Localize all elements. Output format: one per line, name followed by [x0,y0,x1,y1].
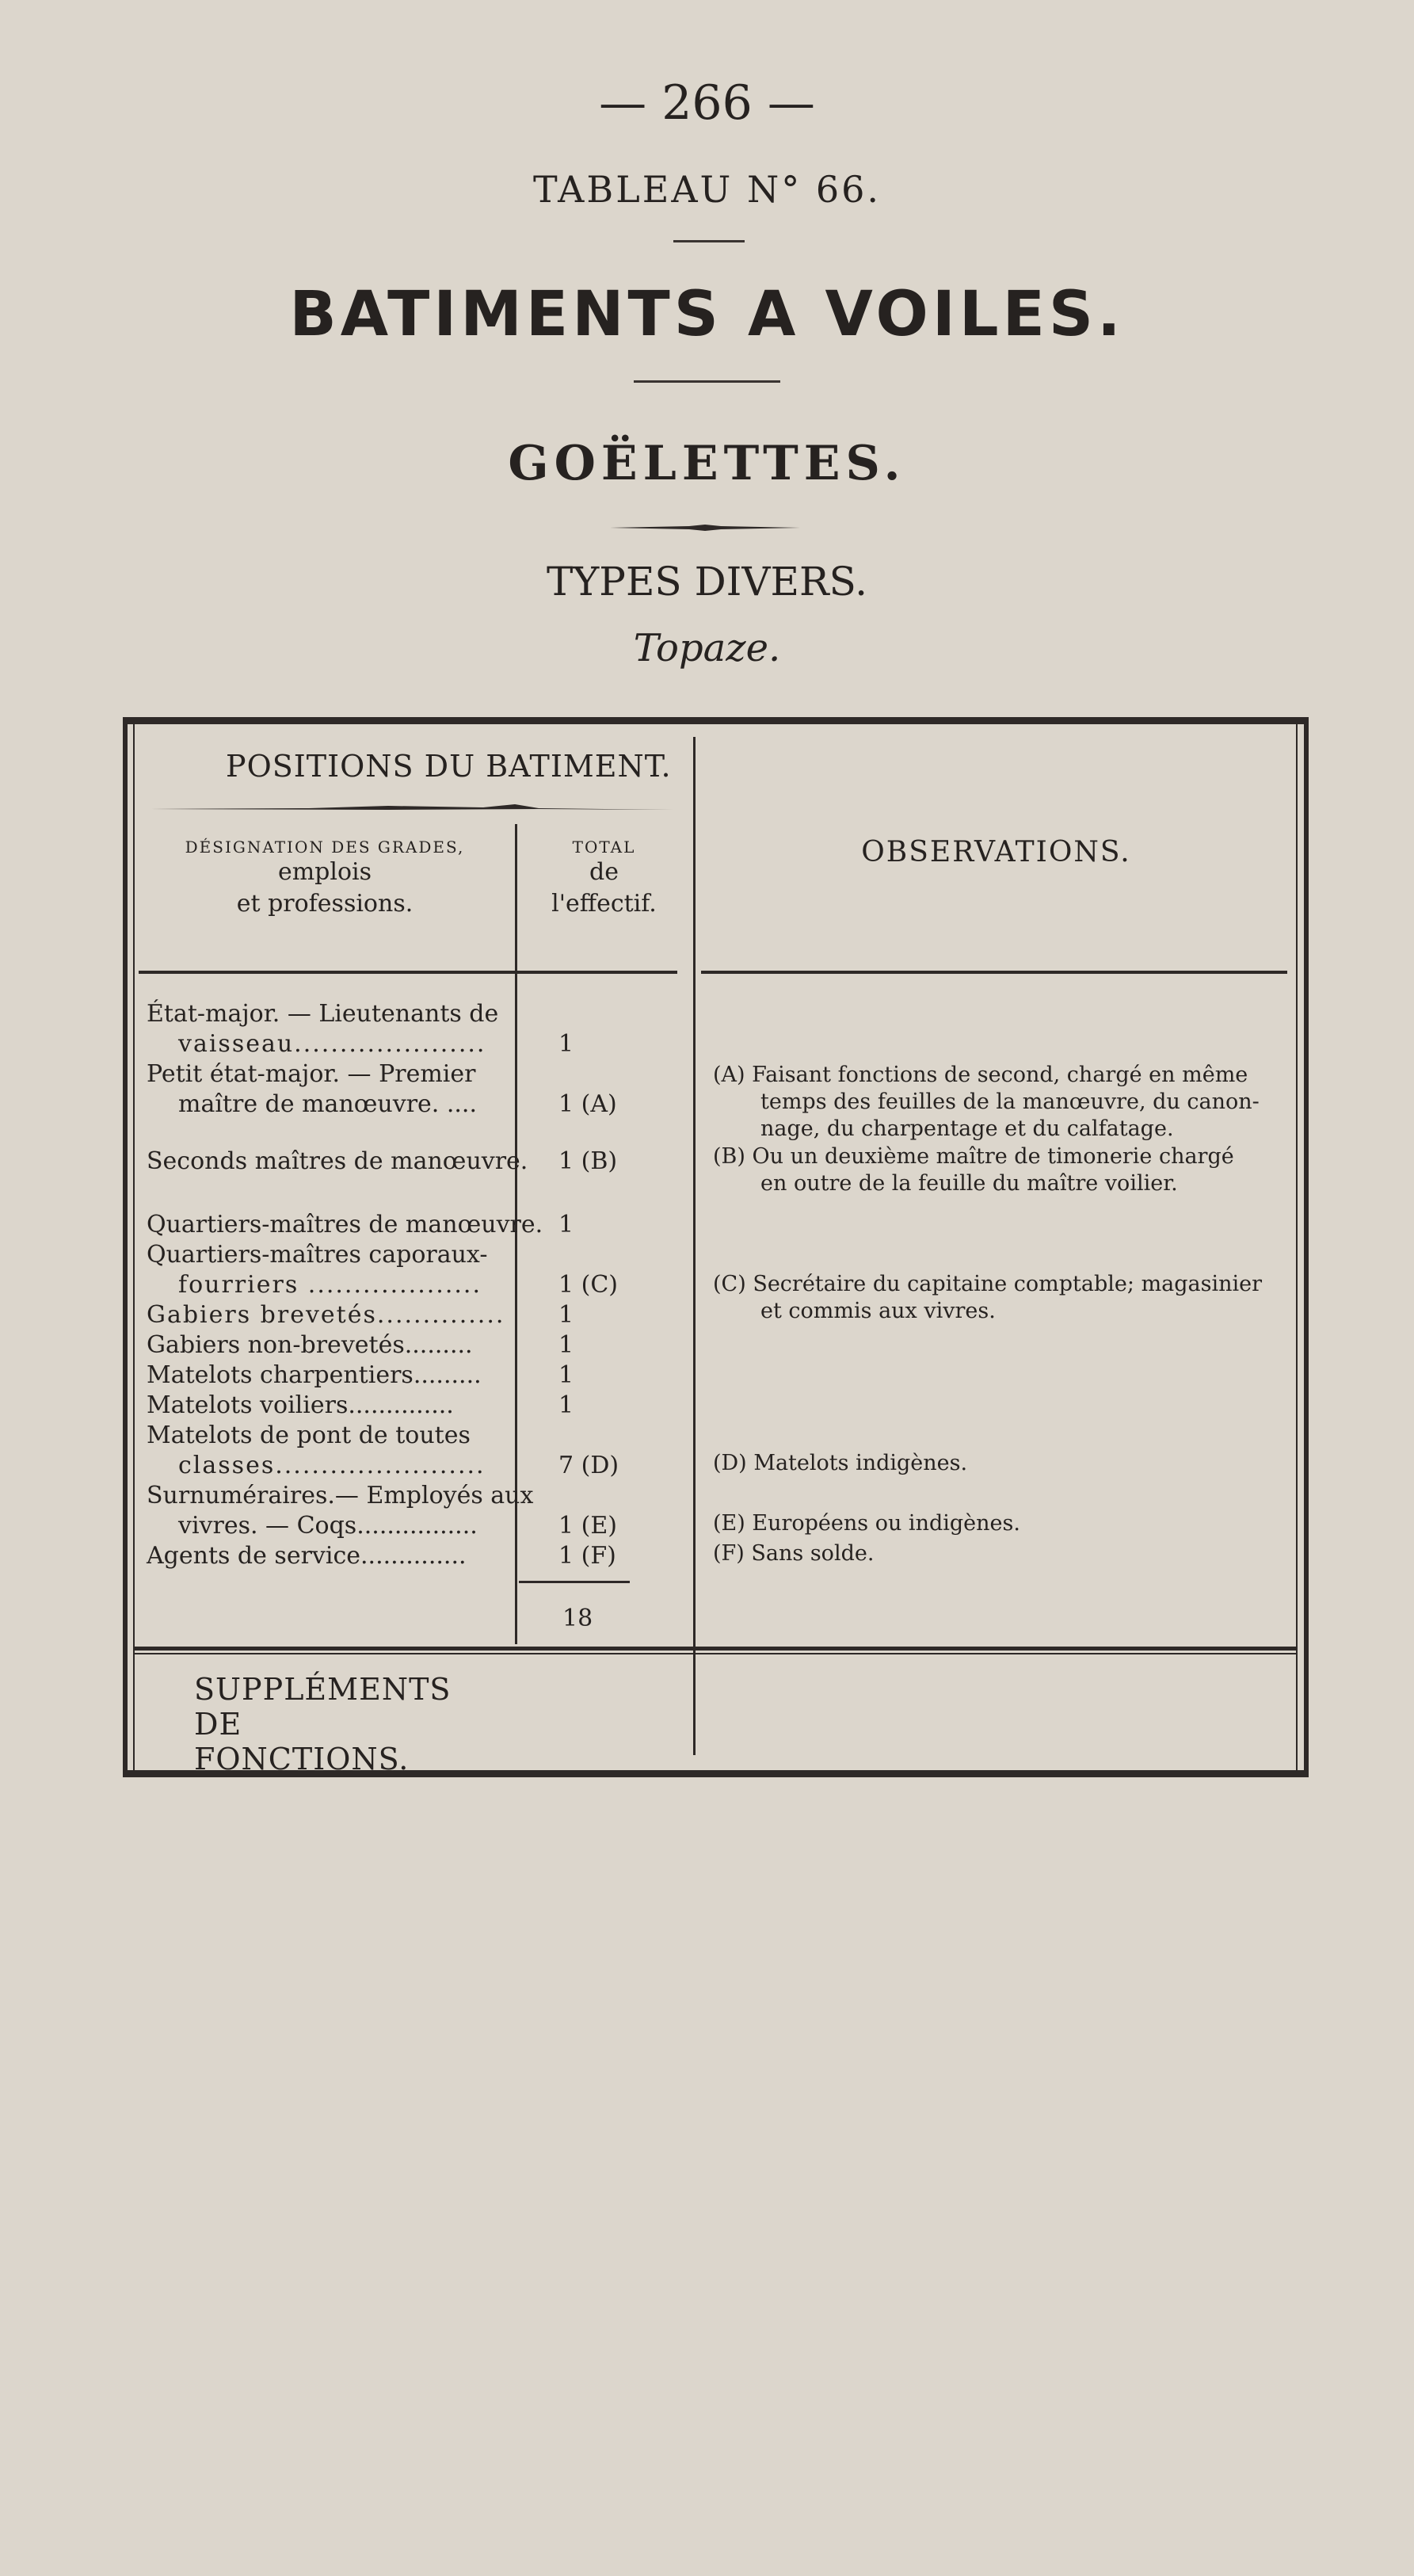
row-total: 1 [558,1331,574,1359]
table-row [147,1241,487,1269]
observation-f [713,1540,1291,1567]
ornament-divider [610,519,800,525]
table-right-border [1304,717,1309,1777]
row-total: 1 (A) [558,1090,617,1118]
row-label: fourriers ................... [178,1271,482,1299]
table-row [147,1482,533,1509]
row-label: classes....................... [178,1452,486,1479]
section-divider [135,1647,1296,1651]
row-total: 1 [558,1361,574,1389]
row-label: vaisseau..................... [178,1030,486,1058]
observation-c [713,1271,1291,1325]
table-row [178,1512,478,1540]
observation-mark: (A) [713,1063,745,1087]
table-row [178,1271,482,1299]
observation-mark: (F) [713,1541,745,1566]
row-total: 1 [558,1030,574,1058]
table-row [147,1147,528,1175]
positions-observations-header: OBSERVATIONS. [861,836,1131,868]
header-rule [701,971,1287,974]
row-label: Quartiers-maîtres de manœuvre. [147,1211,543,1238]
table-row [147,1422,471,1449]
table-row [147,1391,454,1419]
observation-text: temps des feuilles de la manœuvre, du canon- [760,1090,1260,1114]
table-row [147,1301,505,1329]
column-divider [693,737,696,1755]
table-top-border [123,717,1309,724]
row-label: Gabiers brevetés.............. [147,1301,505,1329]
positions-total-header [519,838,689,920]
header-line: emplois [277,858,372,886]
header-line: de [589,858,619,886]
header-rule [139,971,677,974]
row-label: Petit état-major. — Premier [147,1060,476,1088]
row-total: 1 [558,1301,574,1329]
row-total: 7 (D) [558,1452,619,1479]
grand-total: 18 [562,1605,593,1632]
observation-text: Faisant fonctions de second, chargé en même [752,1063,1248,1087]
ship-name: Topaze. [633,626,781,670]
table-row [147,1211,543,1238]
row-total: 1 [558,1211,574,1238]
row-label: Quartiers-maîtres caporaux- [147,1241,488,1269]
table-row [147,1542,467,1570]
sub-title: GOËLETTES. [508,436,906,491]
positions-title: POSITIONS DU BATIMENT. [226,749,672,784]
observation-text: nage, du charpentage et du calfatage. [760,1116,1174,1141]
table-row [178,1452,486,1479]
observation-text: en outre de la feuille du maître voilier. [760,1171,1178,1196]
header-line: et professions. [236,890,414,918]
table-left-border [123,717,128,1777]
row-label: Agents de service.............. [147,1542,467,1570]
observation-mark: (D) [713,1451,747,1475]
row-label: Surnuméraires.— Employés aux [147,1482,534,1509]
observation-mark: (E) [713,1511,745,1536]
observation-text: et commis aux vivres. [760,1299,996,1323]
row-label: Matelots charpentiers......... [147,1361,482,1389]
row-label: Gabiers non-brevetés......... [147,1331,473,1359]
row-label: maître de manœuvre. .... [178,1090,478,1118]
header-line: TOTAL [572,838,636,857]
observation-d [713,1450,1291,1477]
row-total: 1 (E) [558,1512,617,1540]
total-rule [519,1581,630,1583]
observation-text: Ou un deuxième maître de timonerie chargé [752,1144,1234,1169]
ornament-divider [151,800,673,808]
row-total: 1 (F) [558,1542,616,1570]
row-label: Seconds maîtres de manœuvre. [147,1147,528,1175]
row-label: Matelots voiliers.............. [147,1391,454,1419]
table-row [178,1030,486,1058]
row-label: vivres. — Coqs................ [178,1512,478,1540]
observation-mark: (B) [713,1144,745,1169]
table-row [147,1060,476,1088]
header-line: l'effectif. [551,890,657,918]
divider [634,380,780,383]
row-total: 1 [558,1391,574,1419]
table-row [147,1331,473,1359]
divider [673,240,745,242]
row-label: Matelots de pont de toutes [147,1422,471,1449]
observation-text: Matelots indigènes. [753,1451,968,1475]
observation-text: Européens ou indigènes. [752,1511,1020,1536]
observation-b [713,1143,1291,1197]
observation-text: Secrétaire du capitaine comptable; magasinier [753,1272,1263,1296]
types-heading: TYPES DIVERS. [546,559,868,605]
row-label: État-major. — Lieutenants de [147,1000,499,1028]
row-total: 1 (B) [558,1147,618,1175]
table-row [147,1361,482,1389]
observation-e [713,1510,1291,1537]
table-row [178,1090,477,1118]
row-total: 1 (C) [558,1271,618,1299]
observation-a [713,1062,1291,1143]
header-line: DÉSIGNATION DES GRADES, [185,838,465,857]
table-row [147,1000,498,1028]
section-divider [135,1653,1296,1654]
positions-designation-header [139,838,511,920]
page-number: — 266 — [599,75,815,131]
observation-text: Sans solde. [751,1541,875,1566]
observation-mark: (C) [713,1272,746,1296]
table-left-inner-border [133,717,135,1777]
main-title: BATIMENTS A VOILES. [289,279,1125,350]
supplements-title: SUPPLÉMENTS DE FONCTIONS. [194,1672,452,1776]
table-label: TABLEAU N° 66. [533,168,881,211]
table-right-inner-border [1296,717,1298,1777]
